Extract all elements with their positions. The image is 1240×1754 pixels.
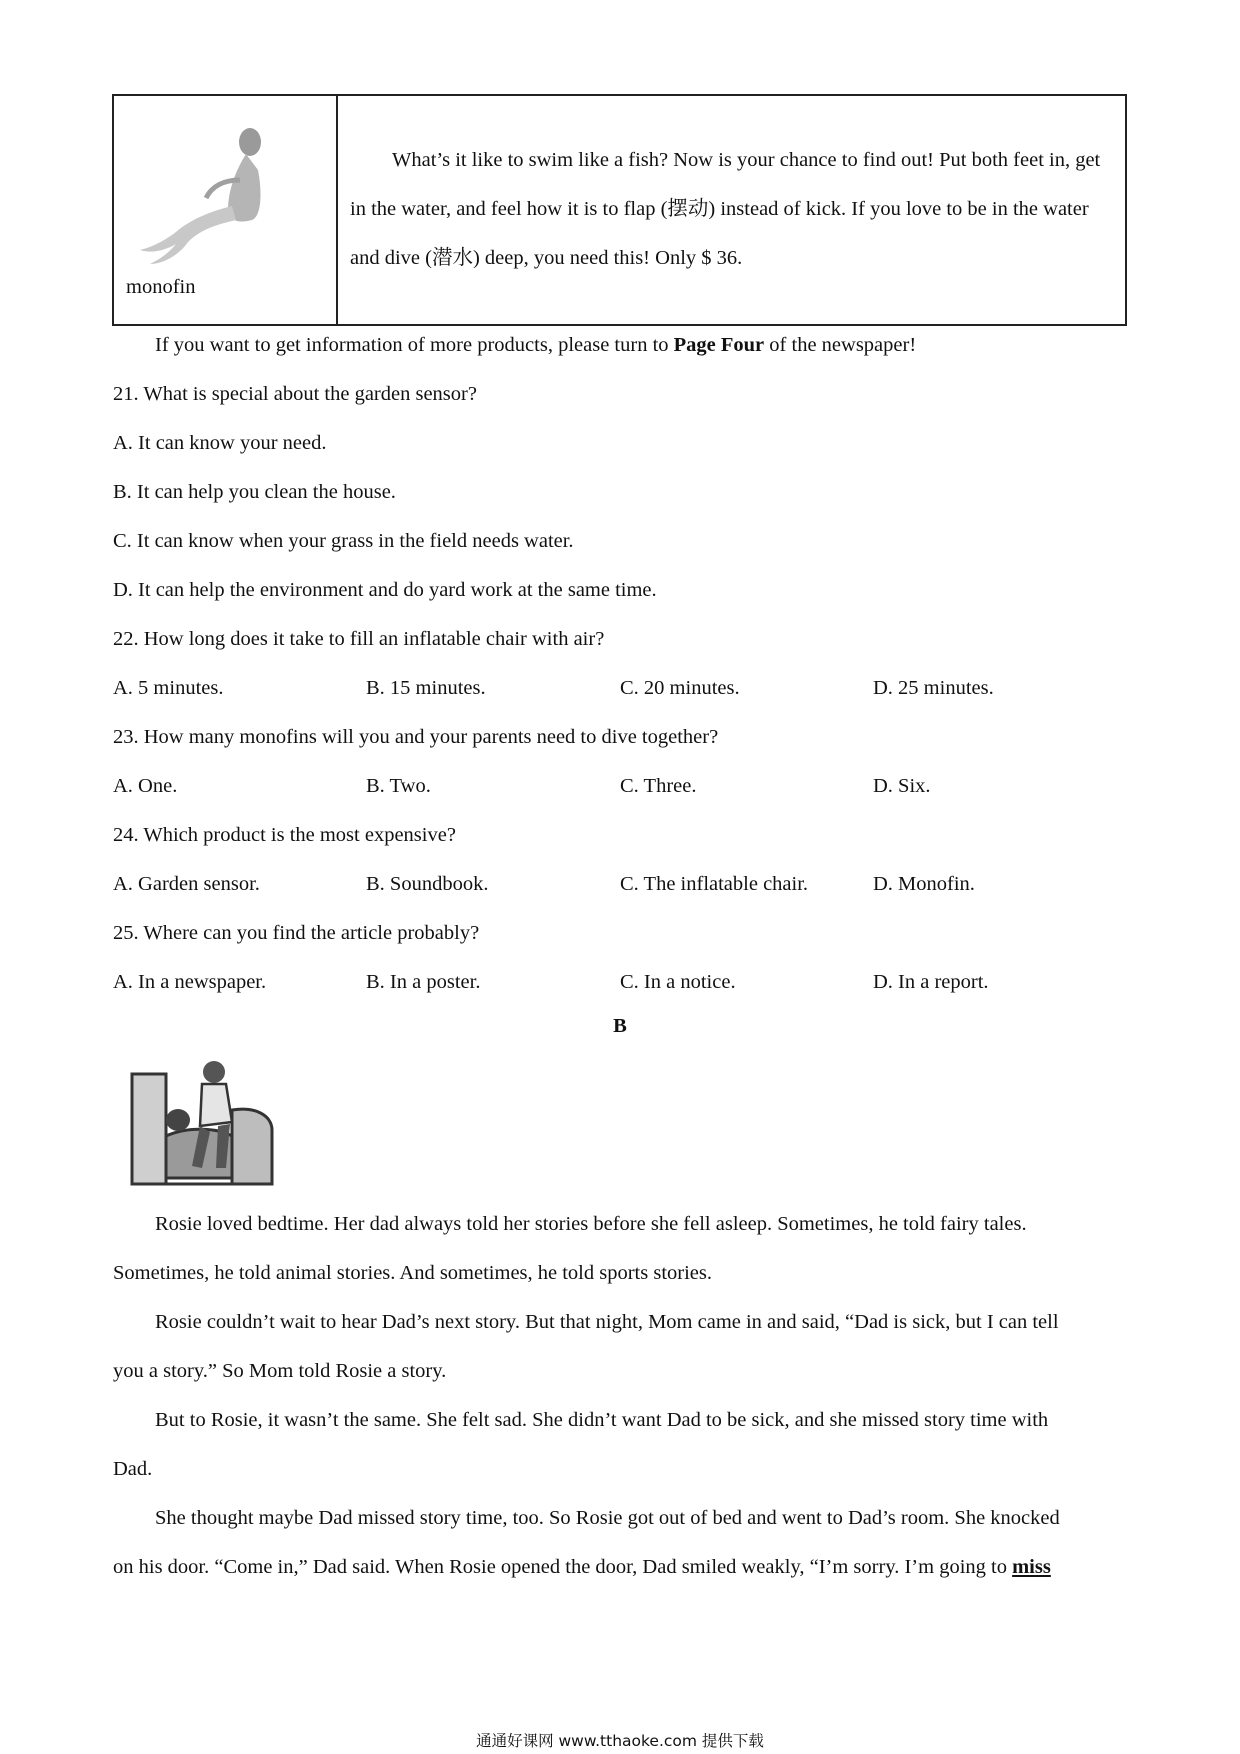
question-23-option-d: D. Six. — [873, 775, 931, 797]
story-line-6: Dad. — [113, 1458, 153, 1480]
story-line-5: But to Rosie, it wasn’t the same. She felt sad. She didn’t want Dad to be sick, and she missed story time with — [155, 1409, 1049, 1431]
page-footer: 通通好课网 www.tthaoke.com 提供下载 — [476, 1732, 764, 1750]
product-description: What’s it like to swim like a fish? Now is your chance to find out! Put both feet in, get in the water, and feel how it is to flap (摆动) instead of kick. If you love to be in the water and dive (潜水) deep, you need this! Only $ 36. — [350, 149, 1101, 269]
question-22-option-a: A. 5 minutes. — [113, 677, 224, 699]
underlined-word-miss: miss — [1012, 1556, 1051, 1578]
question-23-stem: 23. How many monofins will you and your parents need to dive together? — [113, 726, 719, 748]
question-24-option-a: A. Garden sensor. — [113, 873, 260, 895]
story-line-7: She thought maybe Dad missed story time, too. So Rosie got out of bed and went to Dad’s room. She knocked — [155, 1507, 1060, 1529]
bedtime-story-illustration — [128, 1056, 278, 1192]
question-25-option-b: B. In a poster. — [366, 971, 481, 993]
question-23-option-a: A. One. — [113, 775, 178, 797]
question-21-option-c: C. It can know when your grass in the field needs water. — [113, 530, 574, 552]
question-24-stem: 24. Which product is the most expensive? — [113, 824, 456, 846]
question-25-option-a: A. In a newspaper. — [113, 971, 267, 993]
more-info-before: If you want to get information of more products, please turn to — [155, 334, 674, 356]
story-line-4: you a story.” So Mom told Rosie a story. — [113, 1360, 447, 1382]
question-25-option-c: C. In a notice. — [620, 971, 736, 993]
product-table — [112, 94, 1127, 326]
product-image-cell — [114, 96, 338, 324]
question-24-option-b: B. Soundbook. — [366, 873, 489, 895]
question-21-option-b: B. It can help you clean the house. — [113, 481, 396, 503]
more-info-after: of the newspaper! — [764, 334, 917, 356]
question-24-option-c: C. The inflatable chair. — [620, 873, 809, 895]
question-22-option-b: B. 15 minutes. — [366, 677, 486, 699]
page-four-link-text: Page Four — [673, 334, 765, 356]
question-22-stem: 22. How long does it take to fill an inflatable chair with air? — [113, 628, 605, 650]
story-line-1: Rosie loved bedtime. Her dad always told her stories before she fell asleep. Sometimes, he told fairy tales. — [155, 1213, 1027, 1235]
story-line-3: Rosie couldn’t wait to hear Dad’s next story. But that night, Mom came in and said, “Dad is sick, but I can tell — [155, 1311, 1059, 1333]
mermaid-monofin-illustration — [128, 120, 268, 270]
question-25-stem: 25. Where can you find the article probably? — [113, 922, 480, 944]
question-25-option-d: D. In a report. — [873, 971, 989, 993]
question-23-option-b: B. Two. — [366, 775, 431, 797]
question-22-option-c: C. 20 minutes. — [620, 677, 740, 699]
story-line-8-text: on his door. “Come in,” Dad said. When Rosie opened the door, Dad smiled weakly, “I’m sorry. I’m going to — [113, 1556, 1013, 1578]
section-b-heading: B — [613, 1015, 627, 1037]
question-21-stem: 21. What is special about the garden sensor? — [113, 383, 477, 405]
question-21-option-d: D. It can help the environment and do yard work at the same time. — [113, 579, 657, 601]
more-info-line — [155, 334, 916, 357]
story-line-8 — [113, 1556, 1051, 1579]
question-24-option-d: D. Monofin. — [873, 873, 975, 895]
story-line-2: Sometimes, he told animal stories. And sometimes, he told sports stories. — [113, 1262, 713, 1284]
question-23-option-c: C. Three. — [620, 775, 697, 797]
question-21-option-a: A. It can know your need. — [113, 432, 327, 454]
monofin-label: monofin — [126, 276, 196, 298]
question-22-option-d: D. 25 minutes. — [873, 677, 994, 699]
